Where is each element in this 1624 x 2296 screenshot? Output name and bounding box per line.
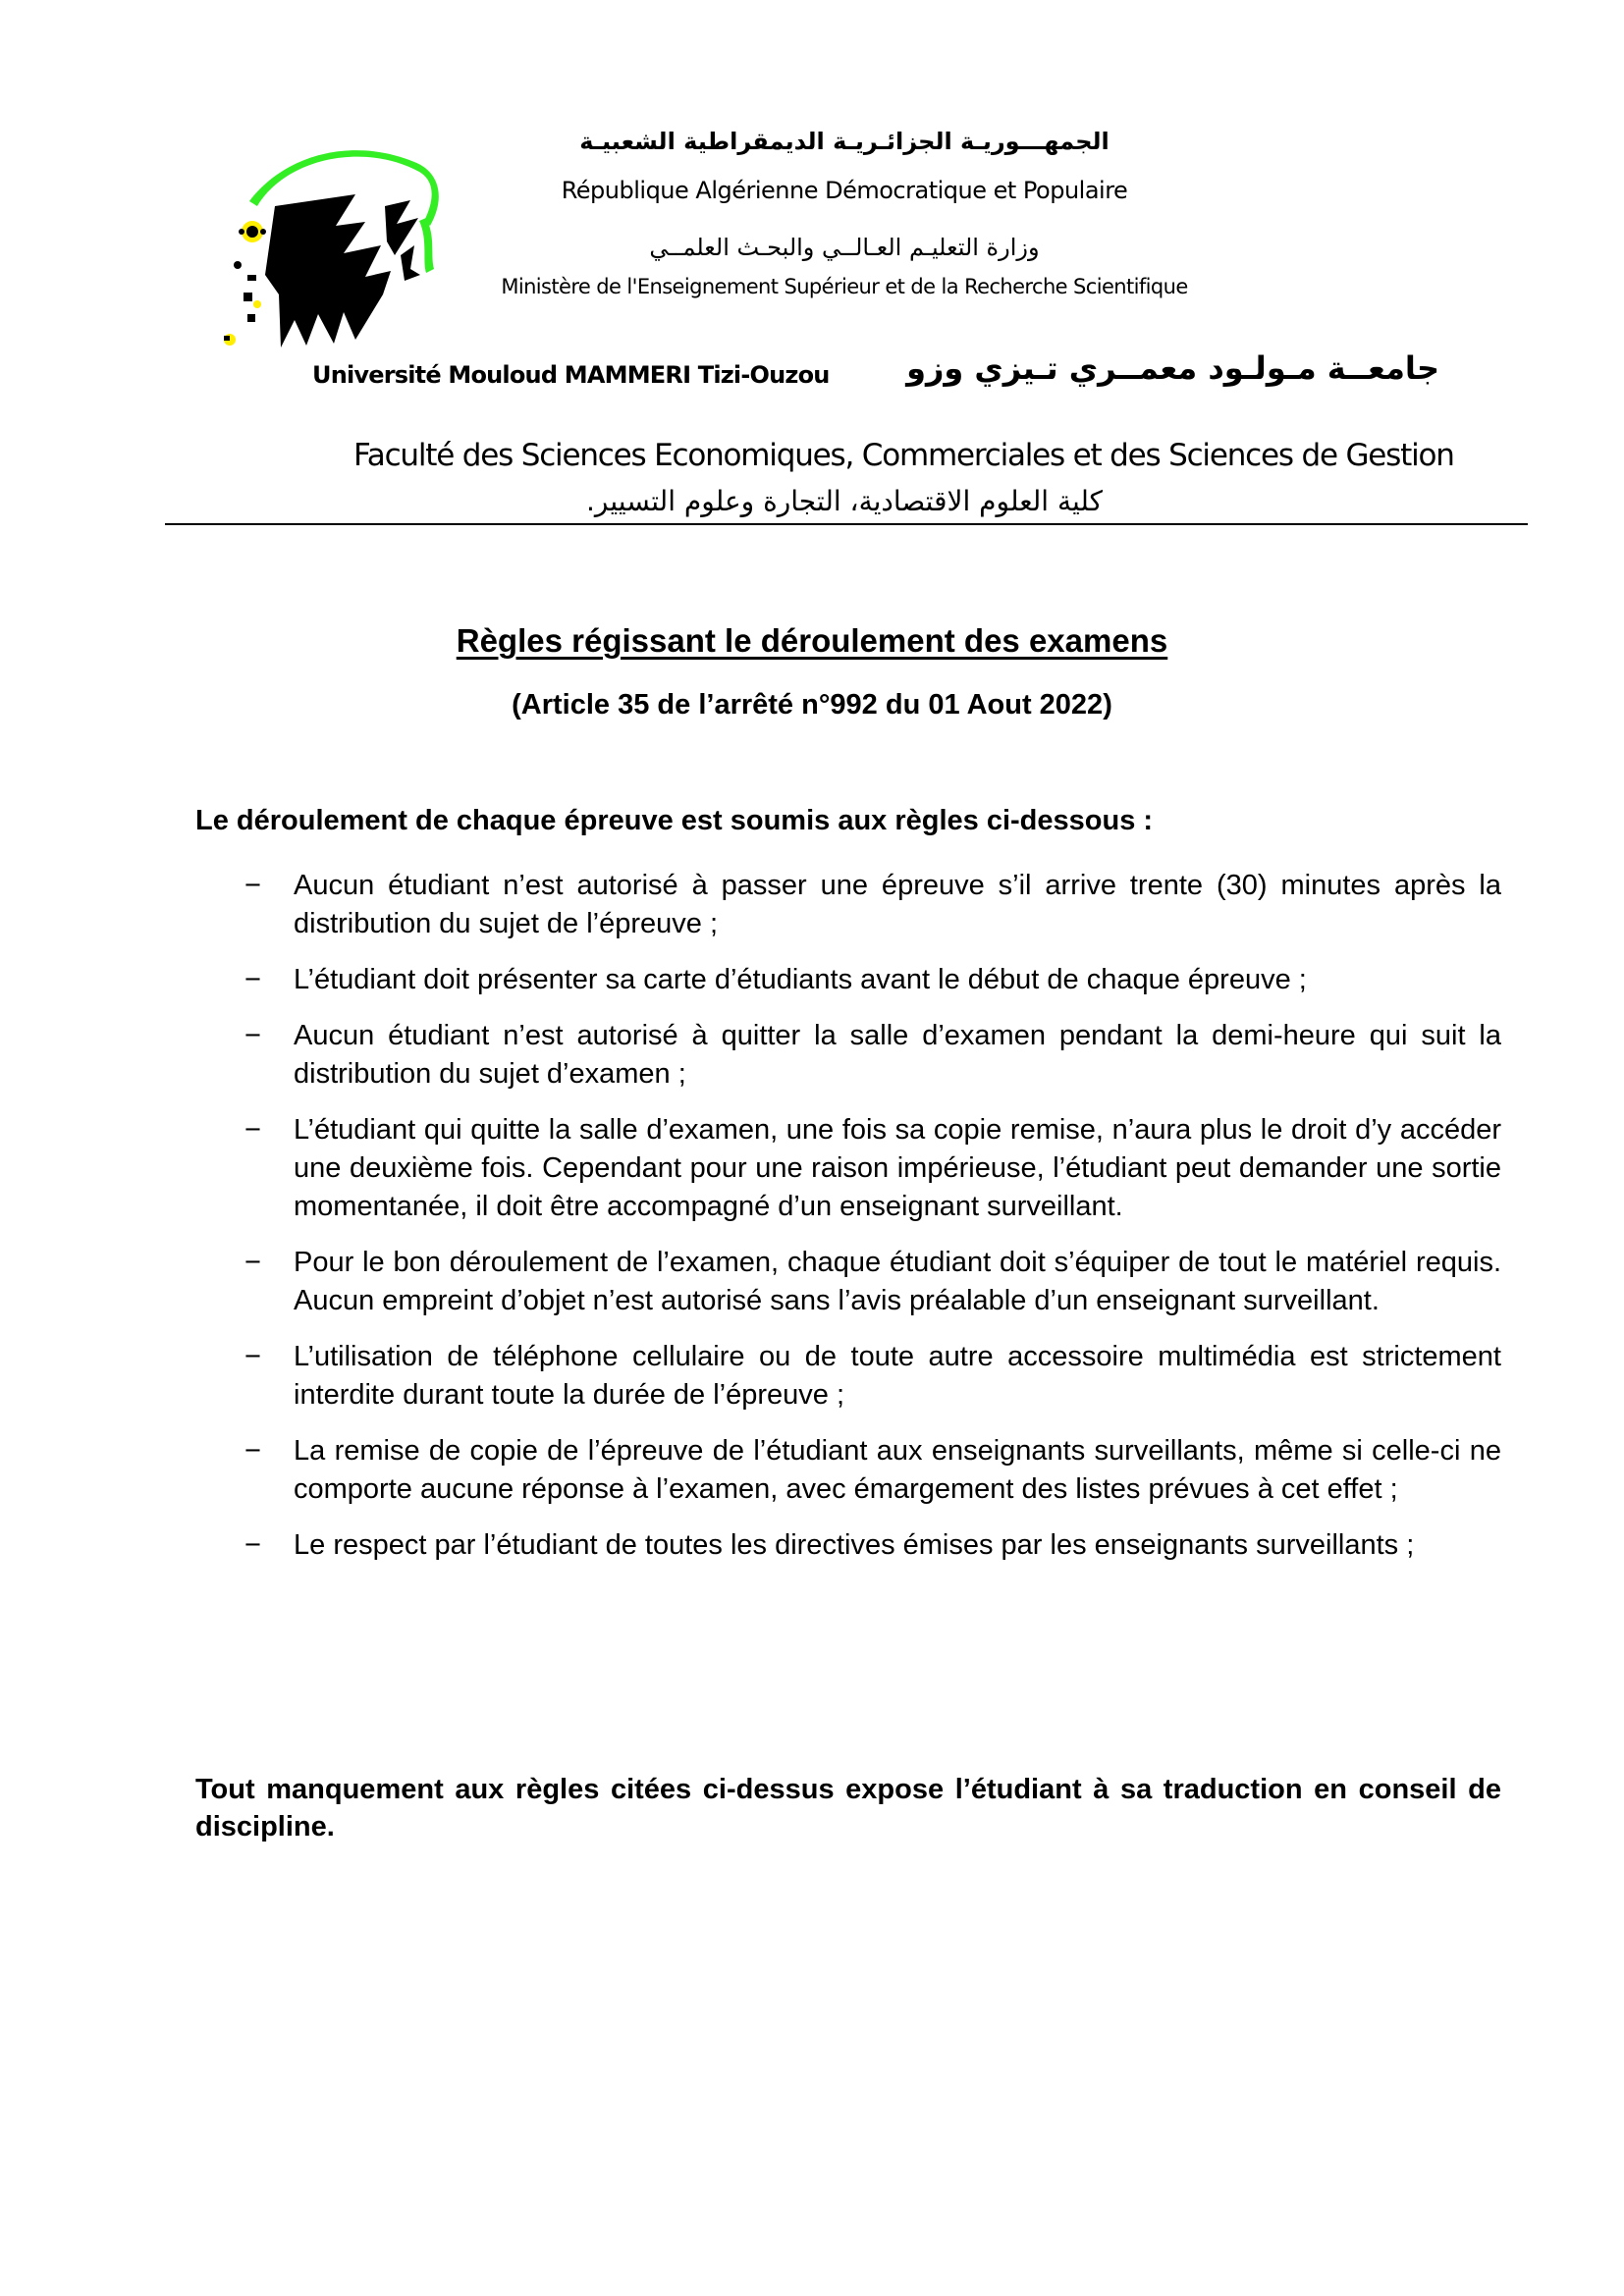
university-logo	[218, 147, 444, 348]
rule-text: L’utilisation de téléphone cellulaire ou de toute autre accessoire multimédia est strictement interdite durant toute la durée de l’épreuve ;	[294, 1341, 1501, 1411]
dash-bullet: −	[244, 964, 261, 995]
document-subtitle: (Article 35 de l’arrêté n°992 du 01 Aout 2022)	[512, 689, 1112, 721]
dash-bullet: −	[244, 1114, 261, 1146]
dash-bullet: −	[244, 1247, 261, 1278]
faculty-name-french: Faculté des Sciences Economiques, Commerciales et des Sciences de Gestion	[353, 438, 1454, 473]
rule-item	[195, 1432, 1501, 1509]
ministry-title-arabic: وزارة التعليـم العـالــي والبحـث العلمــي	[649, 234, 1040, 261]
rule-item	[195, 1111, 1501, 1226]
rule-text: Le respect par l’étudiant de toutes les directives émises par les enseignants surveillants ;	[294, 1529, 1415, 1561]
intro-text: Le déroulement de chaque épreuve est soumis aux règles ci-dessous :	[195, 805, 1154, 836]
rule-item	[195, 1017, 1501, 1094]
dash-bullet: −	[244, 1435, 261, 1467]
university-name-french: Université Mouloud MAMMERI Tizi-Ouzou	[312, 361, 830, 389]
header-divider	[165, 523, 1528, 525]
university-logo-icon	[218, 147, 444, 348]
ministry-title-french: Ministère de l'Enseignement Supérieur et de la Recherche Scientifique	[501, 275, 1188, 298]
university-name-arabic: جامعــة مـولـود معمــري تـيزي وزو	[906, 349, 1439, 387]
rule-text: L’étudiant doit présenter sa carte d’étudiants avant le début de chaque épreuve ;	[294, 964, 1307, 995]
dash-bullet: −	[244, 870, 261, 901]
faculty-name-arabic: كلية العلوم الاقتصادية، التجارة وعلوم التسيير.	[586, 485, 1103, 517]
rule-item	[195, 961, 1501, 999]
rule-item	[195, 1526, 1501, 1565]
rule-text: L’étudiant qui quitte la salle d’examen, une fois sa copie remise, n’aura plus le droit d’y accéder une deuxième fois. Cependant pour une raison impérieuse, l’étudiant peut demander une sortie momentanée, il doit être accompagné d’un enseignant surveillant.	[294, 1114, 1501, 1222]
dash-bullet: −	[244, 1341, 261, 1372]
rules-list	[195, 867, 1501, 1582]
rule-text: Aucun étudiant n’est autorisé à quitter la salle d’examen pendant la demi-heure qui suit la distribution du sujet d’examen ;	[294, 1020, 1501, 1090]
rule-item	[195, 1338, 1501, 1415]
rule-text: Pour le bon déroulement de l’examen, chaque étudiant doit s’équiper de tout le matériel requis. Aucun empreint d’objet n’est autorisé sans l’avis préalable d’un enseignant surveillant.	[294, 1247, 1501, 1316]
document-title: Règles régissant le déroulement des examens	[456, 622, 1168, 659]
rule-text: Aucun étudiant n’est autorisé à passer une épreuve s’il arrive trente (30) minutes après la distribution du sujet de l’épreuve ;	[294, 870, 1501, 939]
republic-title-arabic: الجمهـــوريـة الجزائـريـة الديمقراطية الشعبيـة	[579, 128, 1110, 155]
dash-bullet: −	[244, 1529, 261, 1561]
republic-title-french: République Algérienne Démocratique et Populaire	[561, 177, 1128, 204]
dash-bullet: −	[244, 1020, 261, 1051]
rule-item	[195, 1244, 1501, 1320]
conclusion-text: Tout manquement aux règles citées ci-dessus expose l’étudiant à sa traduction en conseil de discipline.	[195, 1774, 1501, 1842]
rule-text: La remise de copie de l’épreuve de l’étudiant aux enseignants surveillants, même si celle-ci ne comporte aucune réponse à l’examen, avec émargement des listes prévues à cet effet ;	[294, 1435, 1501, 1505]
rule-item	[195, 867, 1501, 943]
